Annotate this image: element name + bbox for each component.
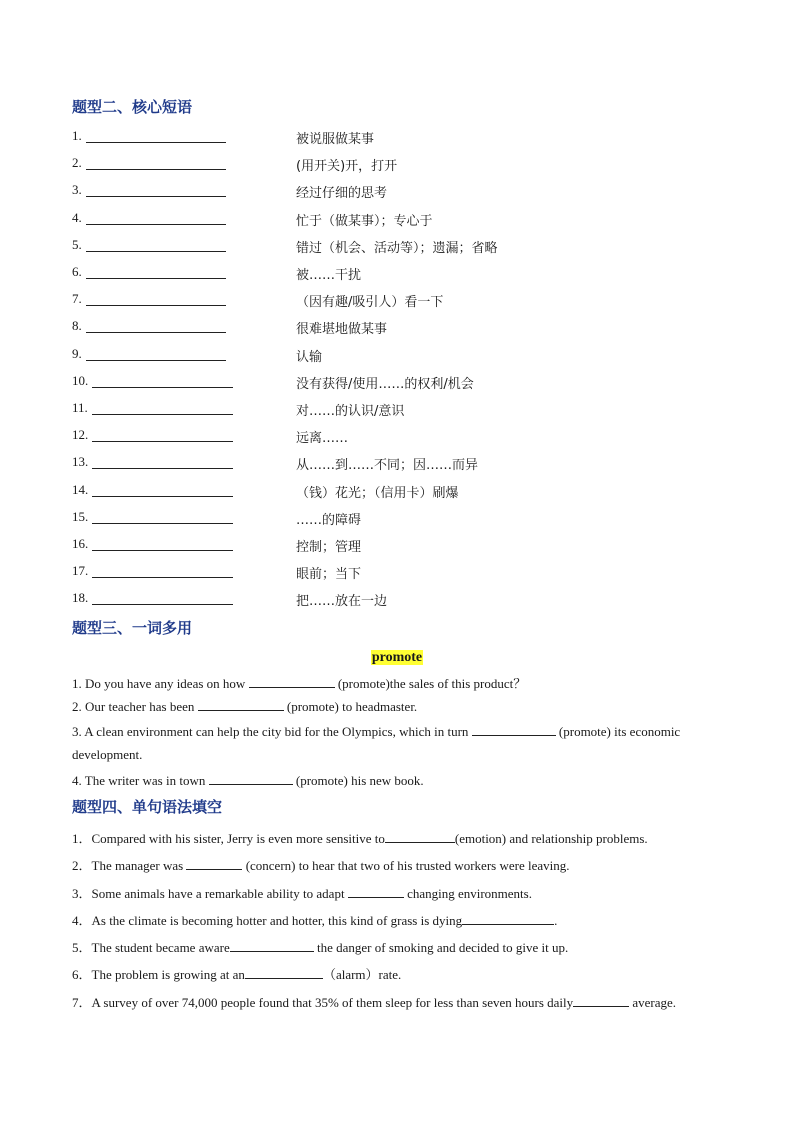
phrase-answer-blank[interactable] xyxy=(92,387,233,388)
phrase-answer-blank[interactable] xyxy=(92,414,233,415)
phrase-number: 1. xyxy=(72,128,82,143)
phrase-number: 9. xyxy=(72,345,82,361)
phrase-answer-blank[interactable] xyxy=(86,224,226,225)
section-heading-core-phrases: 题型二、核心短语 xyxy=(72,98,193,116)
phrase-number: 7. xyxy=(72,291,82,307)
phrase-meaning: (用开关)开，打开 xyxy=(296,159,398,175)
phrase-number: 11. xyxy=(72,400,88,415)
usage-question-1: 1. Do you have any ideas on how (promote)the sales of this product？ xyxy=(72,676,527,691)
answer-blank[interactable] xyxy=(472,723,556,736)
phrase-meaning: 把……放在一边 xyxy=(296,594,388,610)
phrase-number: 2. xyxy=(72,155,82,171)
phrase-meaning: 从……到……不同；因……而异 xyxy=(296,458,479,474)
phrase-answer-blank[interactable] xyxy=(92,496,233,497)
answer-blank[interactable] xyxy=(209,772,293,785)
phrase-meaning: 被……干扰 xyxy=(296,268,362,283)
usage-question-3-continued: development. xyxy=(72,747,143,762)
phrase-meaning: 忙于（做某事）；专心于 xyxy=(296,213,433,229)
answer-blank[interactable] xyxy=(230,939,314,952)
phrase-meaning: 被说服做某事 xyxy=(296,132,375,147)
phrase-number: 17. xyxy=(72,563,89,579)
usage-question-4: 4. The writer was in town (promote) his new book. xyxy=(72,773,424,788)
phrase-number: 4. xyxy=(72,209,82,225)
phrase-number: 13. xyxy=(72,454,89,470)
phrase-meaning: 远离…… xyxy=(296,431,349,447)
grammar-question-2: 2．The manager was (concern) to hear that two of his trusted workers were leaving. xyxy=(72,858,570,873)
phrase-answer-blank[interactable] xyxy=(92,577,233,578)
section-heading-word-usage: 题型三、一词多用 xyxy=(72,619,193,637)
usage-question-3: 3. A clean environment can help the city bid for the Olympics, which in turn (promote) its economic xyxy=(72,724,681,739)
phrase-answer-blank[interactable] xyxy=(86,251,226,252)
grammar-question-4: 4．As the climate is becoming hotter and hotter, this kind of grass is dying . xyxy=(72,913,558,928)
phrase-answer-blank[interactable] xyxy=(86,169,226,170)
answer-blank[interactable] xyxy=(249,675,335,688)
usage-question-2: 2. Our teacher has been (promote) to headmaster. xyxy=(72,699,418,714)
phrase-meaning: 没有获得/使用……的权利/机会 xyxy=(296,376,474,392)
phrase-number: 10. xyxy=(72,372,89,388)
grammar-question-5: 5．The student became aware the danger of smoking and decided to give it up. xyxy=(72,940,569,955)
phrase-answer-blank[interactable] xyxy=(86,332,226,333)
phrase-meaning: 眼前；当下 xyxy=(296,567,362,583)
phrase-number: 12. xyxy=(72,427,89,443)
answer-blank[interactable] xyxy=(385,830,455,843)
phrase-number: 5. xyxy=(72,236,82,252)
answer-blank[interactable] xyxy=(245,966,323,979)
answer-blank[interactable] xyxy=(198,698,284,711)
grammar-question-7: 7．A survey of over 74,000 people found that 35% of them sleep for less than seven hours daily average. xyxy=(72,995,677,1010)
answer-blank[interactable] xyxy=(573,994,629,1007)
phrase-answer-blank[interactable] xyxy=(86,196,226,197)
answer-blank[interactable] xyxy=(186,857,242,870)
phrase-answer-blank[interactable] xyxy=(86,360,226,361)
phrase-number: 6. xyxy=(72,264,82,279)
phrase-answer-blank[interactable] xyxy=(92,523,233,524)
grammar-question-1: 1．Compared with his sister, Jerry is even more sensitive to (emotion) and relationship problems. xyxy=(72,831,648,846)
phrase-meaning: （钱）花光；（信用卡）刷爆 xyxy=(296,485,459,501)
answer-blank[interactable] xyxy=(348,885,404,898)
phrase-meaning: 很难堪地做某事 xyxy=(296,322,388,338)
phrase-meaning: 对……的认识/意识 xyxy=(296,404,405,419)
phrase-answer-blank[interactable] xyxy=(92,550,233,551)
phrase-meaning: 认输 xyxy=(296,349,323,365)
phrase-answer-blank[interactable] xyxy=(92,468,233,469)
grammar-question-6: 6．The problem is growing at an （alarm）rate. xyxy=(72,967,402,982)
phrase-meaning: 错过（机会、活动等）；遗漏；省略 xyxy=(296,240,498,256)
phrase-answer-blank[interactable] xyxy=(86,278,226,279)
phrase-number: 18. xyxy=(72,590,89,606)
phrase-meaning: 经过仔细的思考 xyxy=(296,186,388,202)
answer-blank[interactable] xyxy=(462,912,554,925)
phrase-meaning: （因有趣/吸引人）看一下 xyxy=(296,295,444,311)
phrase-answer-blank[interactable] xyxy=(92,604,233,605)
target-word-highlight: promote xyxy=(371,650,423,665)
phrase-number: 8. xyxy=(72,318,82,334)
phrase-number: 15. xyxy=(72,508,89,524)
phrase-answer-blank[interactable] xyxy=(86,305,226,306)
phrase-number: 16. xyxy=(72,536,89,551)
phrase-answer-blank[interactable] xyxy=(92,441,233,442)
section-heading-grammar-fill: 题型四、单句语法填空 xyxy=(72,798,223,816)
phrase-number: 3. xyxy=(72,182,82,198)
target-word xyxy=(0,648,794,666)
grammar-question-3: 3．Some animals have a remarkable ability to adapt changing environments. xyxy=(72,886,532,901)
phrase-answer-blank[interactable] xyxy=(86,142,226,143)
phrase-number: 14. xyxy=(72,481,89,497)
phrase-meaning: ……的障碍 xyxy=(296,512,362,528)
phrase-meaning: 控制；管理 xyxy=(296,540,362,555)
